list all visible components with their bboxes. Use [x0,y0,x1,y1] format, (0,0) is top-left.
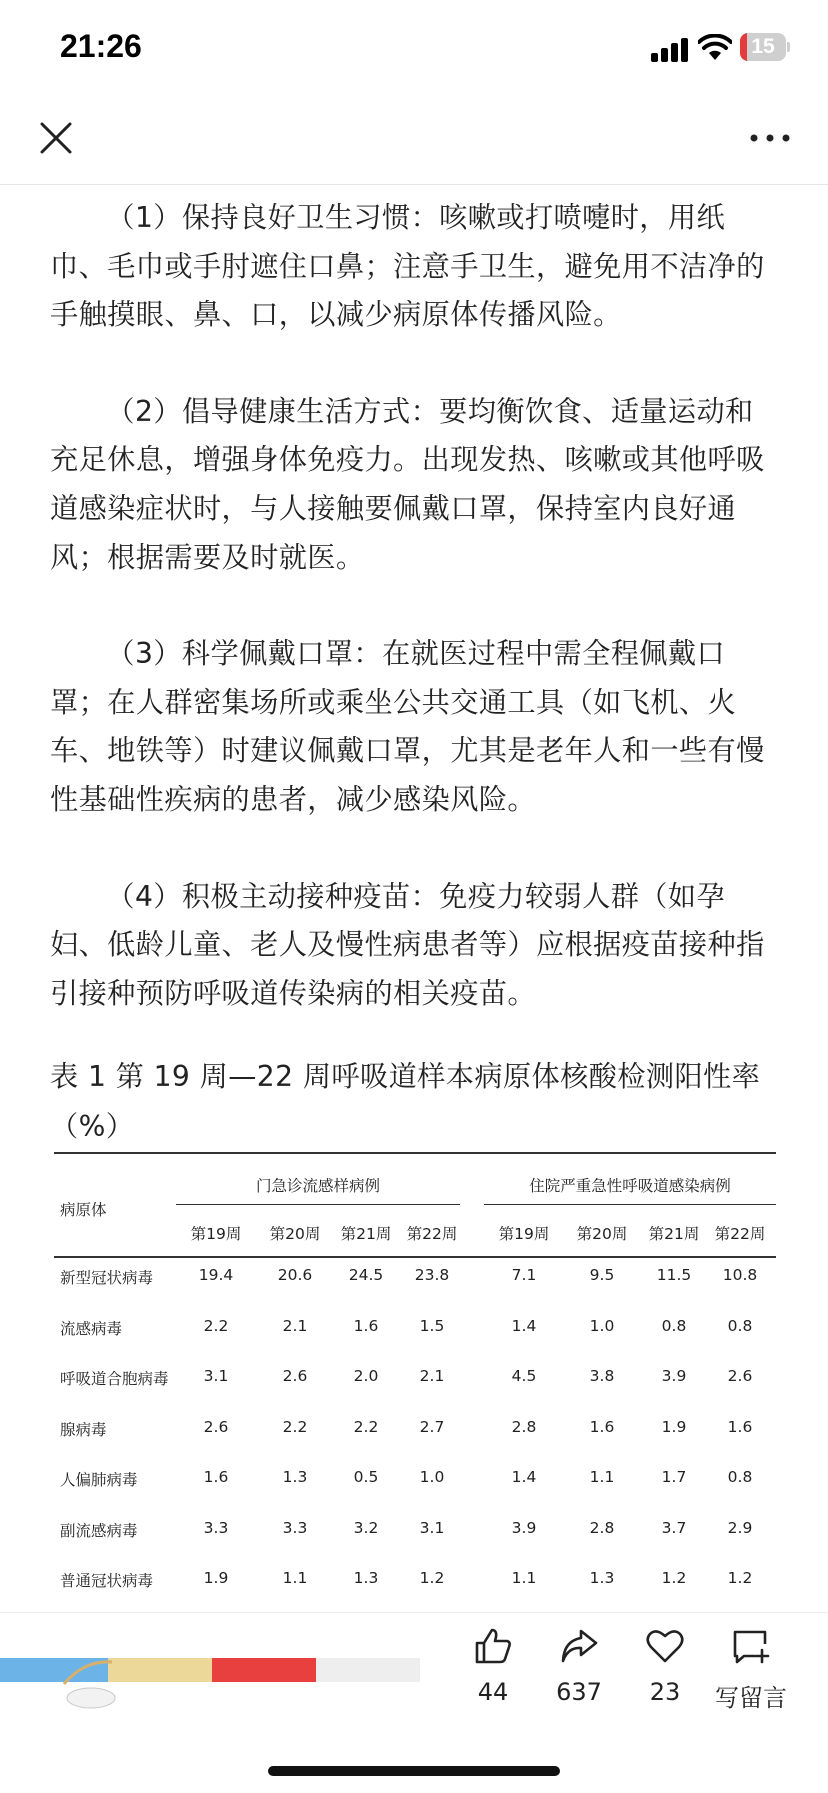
table-cell-value: 9.5 [589,1266,615,1284]
comment-button[interactable] [706,1626,796,1716]
table-cell-value: 1.0 [419,1468,445,1486]
table-cell-value: 24.5 [348,1266,384,1284]
favorite-icon [645,1626,685,1666]
table-cell-value: 1.3 [353,1569,379,1587]
table-cell-value: 1.6 [353,1316,379,1335]
group-rule-outpatient [176,1204,460,1205]
status-bar [0,0,828,96]
table-cell-value: 19.4 [198,1266,234,1284]
week-header: 第21周 [648,1225,700,1243]
battery-icon [740,33,788,61]
table-cell-value: 1.4 [511,1316,537,1335]
table-cell-value: 20.6 [277,1266,313,1284]
table-cell-value: 0.5 [353,1468,379,1486]
wifi-icon [698,34,732,62]
promo-logo-icon [54,1654,128,1714]
like-button[interactable] [448,1626,538,1716]
paragraph-hygiene: （1）保持良好卫生习惯：咳嗽或打喷嚏时，用纸巾、毛巾或手肘遮住口鼻；注意手卫生，避免用不洁净的手触摸眼、鼻、口，以减少病原体传播风险。 [50,201,765,332]
paragraph-lifestyle: （2）倡导健康生活方式：要均衡饮食、适量运动和充足休息，增强身体免疫力。出现发热、咳嗽或其他呼吸道感染症状时，与人接触要佩戴口罩，保持室内良好通风；根据需要及时就医。 [50,394,765,574]
table-cell-value: 3.1 [203,1367,229,1385]
table-header-rule [54,1256,776,1258]
table-cell-value: 3.9 [661,1367,687,1385]
table-cell-value: 2.1 [282,1316,308,1335]
group-header-inpatient: 住院严重急性呼吸道感染病例 [529,1177,731,1195]
table-cell-value: 3.3 [282,1518,308,1537]
top-nav-bar [0,96,828,185]
week-header: 第19周 [190,1225,242,1243]
comment-icon [731,1626,771,1666]
status-time: 21:26 [60,28,142,64]
table-cell-value: 1.9 [661,1417,687,1436]
table-cell-value: 1.4 [511,1468,537,1486]
table-row-pathogen: 副流感病毒 [60,1521,138,1540]
table-cell-value: 2.9 [727,1518,753,1537]
share-button[interactable] [534,1626,624,1716]
table-cell-value: 0.8 [661,1316,687,1335]
table-caption: 表 1 第 19 周—22 周呼吸道样本病原体核酸检测阳性率（%） [50,1060,761,1143]
table-row-pathogen: 腺病毒 [60,1420,107,1439]
table-cell-value: 11.5 [656,1266,692,1284]
week-header: 第20周 [576,1225,628,1243]
table-row-pathogen: 人偏肺病毒 [60,1471,138,1489]
table-cell-value: 1.7 [661,1468,687,1486]
table-cell-value: 2.1 [419,1367,445,1385]
table-cell-value: 3.7 [661,1518,687,1537]
table-cell-value: 0.8 [727,1468,753,1486]
week-header: 第19周 [498,1225,550,1243]
paragraph-masks: （3）科学佩戴口罩：在就医过程中需全程佩戴口罩；在人群密集场所或乘坐公共交通工具（如飞机、火车、地铁等）时建议佩戴口罩，尤其是老年人和一些有慢性基础性疾病的患者，减少感染风险。 [50,637,765,816]
like-icon [473,1626,513,1666]
table-cell-value: 1.2 [661,1569,687,1587]
table-cell-value: 3.9 [511,1518,537,1537]
favorite-count: 23 [649,1678,681,1706]
table-cell-value: 1.1 [511,1569,537,1587]
share-icon [559,1626,599,1666]
table-cell-value: 2.6 [727,1367,753,1385]
home-indicator[interactable] [268,1766,560,1776]
table-cell-value: 1.5 [419,1316,445,1335]
table-cell-value: 23.8 [414,1266,450,1284]
table-row-pathogen: 呼吸道合胞病毒 [60,1370,169,1388]
table-top-rule [54,1152,776,1154]
table-cell-value: 2.0 [353,1367,379,1385]
group-rule-inpatient [484,1204,776,1205]
table-cell-value: 2.8 [511,1417,537,1436]
table-cell-value: 3.3 [203,1518,229,1537]
promo-band-red [212,1658,316,1682]
promo-banner[interactable] [0,1652,420,1722]
table-cell-value: 1.0 [589,1316,615,1335]
row-header: 病原体 [60,1201,107,1219]
table-cell-value: 2.2 [353,1417,379,1436]
table-cell-value: 1.6 [727,1417,753,1436]
week-header: 第20周 [269,1225,321,1243]
table-cell-value: 2.8 [589,1518,615,1537]
table-cell-value: 4.5 [511,1367,537,1385]
comment-label: 写留言 [715,1684,787,1712]
table-cell-value: 7.1 [511,1266,537,1284]
table-row-pathogen: 流感病毒 [60,1319,123,1338]
table-row-pathogen: 新型冠状病毒 [60,1269,154,1287]
table-cell-value: 1.1 [589,1468,615,1486]
table-row-pathogen: 普通冠状病毒 [60,1572,154,1590]
table-cell-value: 2.7 [419,1417,445,1436]
week-header: 第22周 [714,1225,766,1243]
cellular-signal-icon [651,36,691,62]
table-cell-value: 2.6 [282,1367,308,1385]
table-cell-value: 3.1 [419,1518,445,1537]
table-cell-value: 1.2 [419,1569,445,1587]
table-cell-value: 1.2 [727,1569,753,1587]
table-cell-value: 1.9 [203,1569,229,1587]
like-count: 44 [477,1678,509,1706]
promo-band-grey [316,1658,420,1682]
table-cell-value: 3.8 [589,1367,615,1385]
table-cell-value: 3.2 [353,1518,379,1537]
paragraph-vaccination: （4）积极主动接种疫苗：免疫力较弱人群（如孕妇、低龄儿童、老人及慢性病患者等）应根据疫苗接种指引接种预防呼吸道传染病的相关疫苗。 [50,879,765,1010]
table-cell-value: 2.6 [203,1417,229,1436]
favorite-button[interactable] [620,1626,710,1716]
table-cell-value: 1.3 [282,1468,308,1486]
table-cell-value: 1.1 [282,1569,308,1587]
table-cell-value: 2.2 [203,1316,229,1335]
table-cell-value: 1.6 [203,1468,229,1486]
table-cell-value: 1.3 [589,1569,615,1587]
table-cell-value: 1.6 [589,1417,615,1436]
article-body [50,184,780,1066]
table-cell-value: 2.2 [282,1417,308,1436]
table-cell-value: 0.8 [727,1316,753,1335]
close-icon[interactable] [36,118,76,158]
group-header-outpatient: 门急诊流感样病例 [255,1177,380,1195]
table-cell-value: 10.8 [722,1266,758,1284]
share-count: 637 [556,1678,602,1706]
battery-level: 15 [751,35,775,58]
week-header: 第21周 [340,1225,392,1243]
week-header: 第22周 [406,1225,458,1243]
more-icon[interactable] [746,118,794,158]
